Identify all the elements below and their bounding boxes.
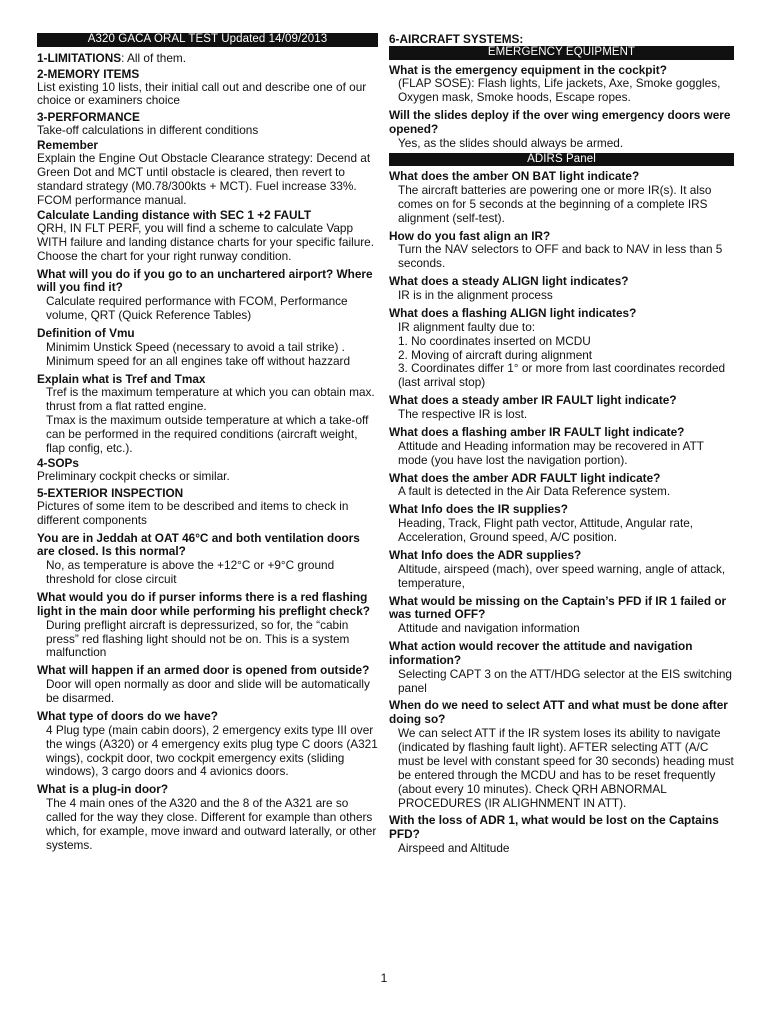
exterior-qa-list xyxy=(37,532,378,853)
question: What will you do if you go to an unchartered airport? Where will you find it? xyxy=(37,266,373,295)
answer xyxy=(37,724,378,780)
question: With the loss of ADR 1, what would be lost on the Captains PFD? xyxy=(389,813,719,842)
left-column xyxy=(37,33,378,853)
answer xyxy=(389,243,734,271)
adirs-panel-bar: ADIRS Panel xyxy=(389,153,734,167)
answer-line: The respective IR is lost. xyxy=(398,407,528,422)
answer xyxy=(37,678,378,706)
adirs-qa-list xyxy=(389,170,734,856)
answer-line: IR alignment faulty due to: xyxy=(398,319,536,334)
question: What is the emergency equipment in the cockpit? xyxy=(389,62,667,77)
aircraft-systems-title: 6-AIRCRAFT SYSTEMS: xyxy=(389,32,524,46)
answer-line: Yes, as the slides should always be armed. xyxy=(398,135,624,150)
question: What does a steady ALIGN light indicates? xyxy=(389,274,629,289)
answer xyxy=(389,440,734,468)
answer xyxy=(389,77,734,105)
question: Explain what is Tref and Tmax xyxy=(37,371,206,386)
question: What will happen if an armed door is opened from outside? xyxy=(37,663,370,678)
answer xyxy=(389,184,734,226)
question: Will the slides deploy if the over wing emergency doors were opened? xyxy=(389,108,731,136)
answer xyxy=(389,485,734,499)
answer-line: Altitude, airspeed (mach), over speed warning, angle of attack, temperature, xyxy=(398,561,726,590)
question: When do we need to select ATT and what must be done after doing so? xyxy=(389,698,728,727)
answer-line: Airspeed and Altitude xyxy=(398,841,510,856)
question: What action would recover the attitude and navigation information? xyxy=(389,639,693,667)
emergency-qa-list xyxy=(389,64,734,151)
answer-line: No, as temperature is above the +12°C or +9°C ground threshold for close circuit xyxy=(46,558,335,587)
answer xyxy=(37,797,378,853)
answer-line: Heading, Track, Flight path vector, Attitude, Angular rate, Acceleration, Ground speed, A/C position. xyxy=(398,516,694,544)
question: What is a plug-in door? xyxy=(37,782,169,797)
exterior-inspection-text: Pictures of some item to be described and items to check in different components xyxy=(37,498,349,527)
question: What does a flashing amber IR FAULT light indicate? xyxy=(389,424,685,439)
answer xyxy=(389,321,734,391)
answer-line: During preflight aircraft is depressurized, so for, the “cabin press” red flashing light should not be on. This is a system malfunction xyxy=(46,617,350,660)
answer xyxy=(389,622,734,636)
answer-line: A fault is detected in the Air Data Reference system. xyxy=(398,484,671,499)
answer xyxy=(389,137,734,151)
answer xyxy=(389,727,734,810)
answer xyxy=(389,517,734,545)
question: What would be missing on the Captain’s PFD if IR 1 failed or was turned OFF? xyxy=(389,593,727,622)
answer-line: The aircraft batteries are powering one or more IR(s). It also comes on for 5 seconds at the beginning of a complete IRS alignment (self-test). xyxy=(398,182,712,225)
performance-text: Take-off calculations in different conditions xyxy=(37,123,259,138)
answer xyxy=(37,559,378,587)
question: Definition of Vmu xyxy=(37,325,135,340)
emergency-equipment-bar: EMERGENCY EQUIPMENT xyxy=(389,46,734,60)
answer-line: Calculate required performance with FCOM, Performance volume, QRT (Quick Reference Tables) xyxy=(46,294,348,323)
answer xyxy=(389,289,734,303)
remember-text: Explain the Engine Out Obstacle Clearance strategy: Decend at Green Dot and MCT until obstacle is cleared, then revert to standard strategy (M0.78/300kts + MCT). Fuel increase 33%. FCOM performance manual. xyxy=(37,151,371,207)
performance-title: 3-PERFORMANCE xyxy=(37,110,140,125)
landing-distance-text: QRH, IN FLT PERF, you will find a scheme to calculate Vapp WITH failure and landing distance charts for your specific failure. Choose the chart for your right runway condition. xyxy=(37,220,375,263)
question: What does a steady amber IR FAULT light indicate? xyxy=(389,393,677,408)
answer xyxy=(37,295,378,323)
answer-line: 2. Moving of aircraft during alignment xyxy=(398,347,593,362)
limitations-title: 1-LIMITATIONS xyxy=(37,50,122,65)
question: What would you do if purser informs there is a red flashing light in the main door while performing his preflight check? xyxy=(37,590,370,618)
answer xyxy=(37,386,378,456)
answer-line: 4 Plug type (main cabin doors), 2 emergency exits type III over the wings (A320) or 4 emergency exits plug type C doors (A321 wings), cockpit door, two cockpit emergency exits (sliding windows), 3 cargo doors and 4 avionics doors. xyxy=(46,722,378,779)
sops-text: Preliminary cockpit checks or similar. xyxy=(37,468,230,483)
performance-qa-list xyxy=(37,268,378,456)
limitations-text: : All of them. xyxy=(121,50,187,65)
question: How do you fast align an IR? xyxy=(389,228,551,243)
answer-line: (FLAP SOSE): Flash lights, Life jackets, Axe, Smoke goggles, Oxygen mask, Smoke hoods, Escape ropes. xyxy=(398,76,721,105)
answer-line: Tref is the maximum temperature at which you can obtain max. thrust from a flat ratted engine. xyxy=(46,385,375,414)
answer-line: 1. No coordinates inserted on MCDU xyxy=(398,333,591,348)
answer xyxy=(37,619,378,661)
question: What does a flashing ALIGN light indicates? xyxy=(389,305,637,320)
document-header-bar: A320 GACA ORAL TEST Updated 14/09/2013 xyxy=(37,33,378,47)
memory-items-title: 2-MEMORY ITEMS xyxy=(37,66,140,81)
answer-line: Attitude and Heading information may be recovered in ATT mode (you have lost the navigation portion). xyxy=(398,438,704,467)
answer xyxy=(389,563,734,591)
answer-line: 3. Coordinates differ 1° or more from last coordinates recorded (last arrival stop) xyxy=(398,361,726,390)
page-number: 1 xyxy=(380,971,388,985)
answer-line: Door will open normally as door and slide will be automatically be disarmed. xyxy=(46,677,370,706)
question: What does the amber ADR FAULT light indicate? xyxy=(389,470,661,485)
remember-title: Remember xyxy=(37,138,98,153)
right-column xyxy=(389,33,734,856)
exterior-inspection-title: 5-EXTERIOR INSPECTION xyxy=(37,485,184,500)
answer xyxy=(389,842,734,856)
memory-items-text: List existing 10 lists, their initial call out and describe one of our choice or examiners choice xyxy=(37,79,367,108)
answer-line: Turn the NAV selectors to OFF and back to NAV in less than 5 seconds. xyxy=(398,242,723,271)
answer-line: IR is in the alignment process xyxy=(398,288,553,303)
question: What does the amber ON BAT light indicate? xyxy=(389,169,640,184)
sops-title: 4-SOPs xyxy=(37,455,79,470)
answer-line: Tmax is the maximum outside temperature at which a take-off can be performed in the required conditions (aircraft weight, flap config, etc.). xyxy=(46,413,369,455)
answer xyxy=(37,341,378,369)
answer xyxy=(389,668,734,696)
question: You are in Jeddah at OAT 46°C and both ventilation doors are closed. Is this normal? xyxy=(37,530,360,559)
limitations-section xyxy=(37,51,378,65)
answer-line: The 4 main ones of the A320 and the 8 of the A321 are so called for the way they close. Different for example than others which, for example, move inward and outward laterally, or other systems. xyxy=(46,796,377,852)
question: What Info does the ADR supplies? xyxy=(389,547,582,562)
question: What Info does the IR supplies? xyxy=(389,502,568,517)
answer xyxy=(389,408,734,422)
answer-line: Selecting CAPT 3 on the ATT/HDG selector at the EIS switching panel xyxy=(398,666,732,695)
question: What type of doors do we have? xyxy=(37,708,218,723)
answer-line: Attitude and navigation information xyxy=(398,621,580,636)
landing-distance-title: Calculate Landing distance with SEC 1 +2 FAULT xyxy=(37,207,312,222)
answer-line: We can select ATT if the IR system loses its ability to navigate (indicated by flashing fault light). AFTER selecting ATT (A/C must be level with constant speed for 30 seconds) heading must be entered through the MCDU and has to be reset frequently (about every 10 minutes). Check QRH ABNORMAL PROCEDURES (IR ALIGHNMENT IN ATT). xyxy=(398,726,734,810)
answer-line: Minimim Unstick Speed (necessary to avoid a tail strike) . Minimum speed for an all engines take off without hazzard xyxy=(46,339,351,368)
